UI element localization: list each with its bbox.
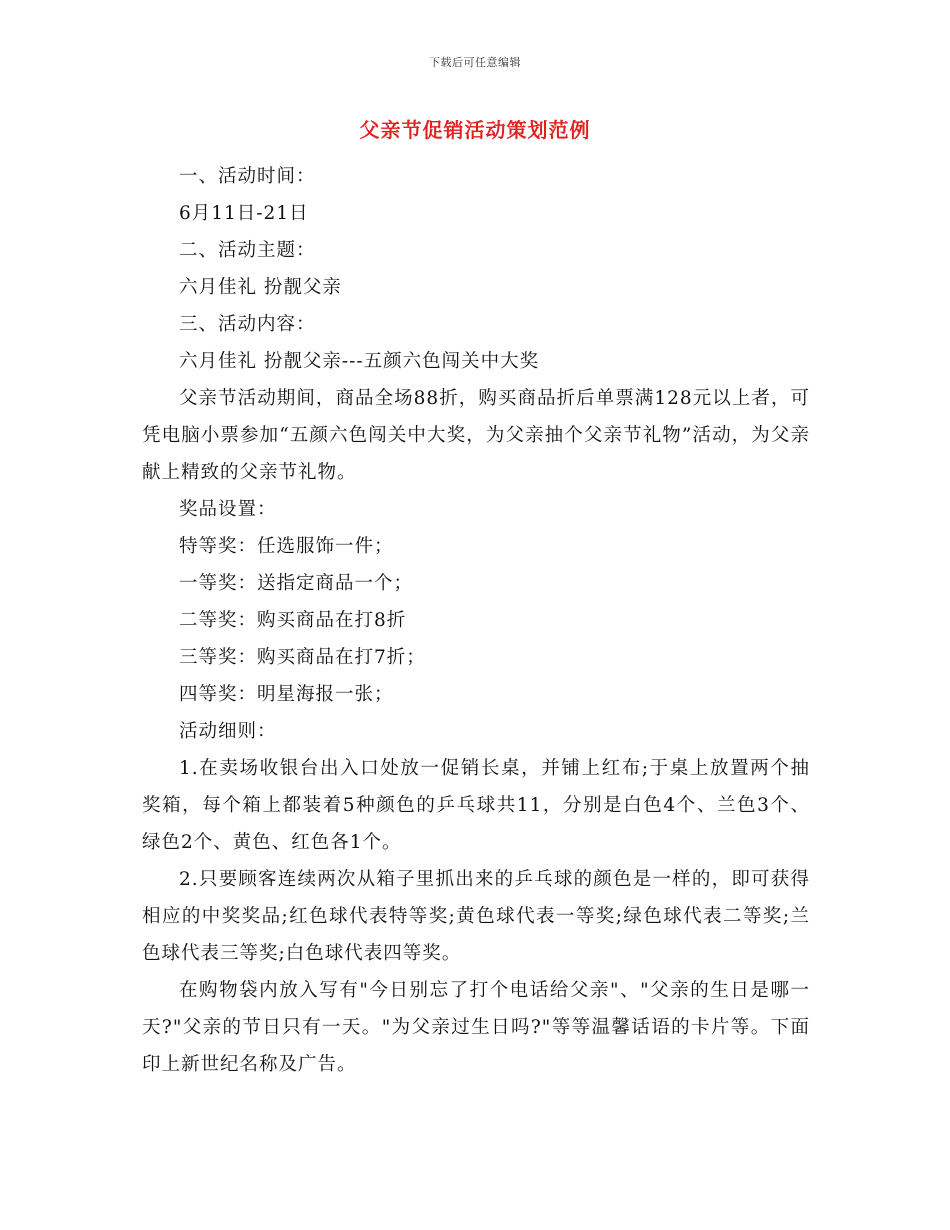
paragraph: 活动细则： (179, 721, 277, 742)
paragraph: 四等奖：明星海报一张； (179, 684, 394, 705)
paragraph: 三、活动内容： (179, 314, 316, 335)
paragraph: 奖品设置： (179, 499, 277, 520)
document-body (142, 158, 810, 1083)
paragraph: 1.在卖场收银台出入口处放一促销长桌，并铺上红布;于桌上放置两个抽奖箱，每个箱上都装着5种颜色的乒乓球共11，分别是白色4个、兰色3个、绿色2个、黄色、红色各1个。 (142, 758, 810, 853)
paragraph: 特等奖：任选服饰一件； (179, 536, 394, 557)
paragraph: 一等奖：送指定商品一个； (179, 573, 414, 594)
paragraph: 6月11日-21日 (179, 203, 309, 224)
paragraph: 六月佳礼 扮靓父亲---五颜六色闯关中大奖 (179, 351, 540, 372)
header-note: 下载后可任意编辑 (429, 56, 521, 69)
paragraph: 在购物袋内放入写有"今日别忘了打个电话给父亲"、"父亲的生日是哪一天?"父亲的节日只有一天。"为父亲过生日吗?"等等温馨话语的卡片等。下面印上新世纪名称及广告。 (142, 980, 810, 1075)
paragraph: 二等奖：购买商品在打8折 (179, 610, 407, 631)
paragraph: 父亲节活动期间，商品全场88折，购买商品折后单票满128元以上者，可凭电脑小票参加“五颜六色闯关中大奖，为父亲抽个父亲节礼物”活动，为父亲献上精致的父亲节礼物。 (142, 388, 810, 483)
document-title: 父亲节促销活动策划范例 (359, 118, 591, 142)
paragraph: 六月佳礼 扮靓父亲 (179, 277, 342, 298)
paragraph: 一、活动时间： (179, 166, 316, 187)
paragraph: 2.只要顾客连续两次从箱子里抓出来的乒乓球的颜色是一样的，即可获得相应的中奖奖品;红色球代表特等奖;黄色球代表一等奖;绿色球代表二等奖;兰色球代表三等奖;白色球代表四等奖。 (142, 869, 810, 964)
paragraph: 三等奖：购买商品在打7折； (179, 647, 426, 668)
paragraph: 二、活动主题： (179, 240, 316, 261)
